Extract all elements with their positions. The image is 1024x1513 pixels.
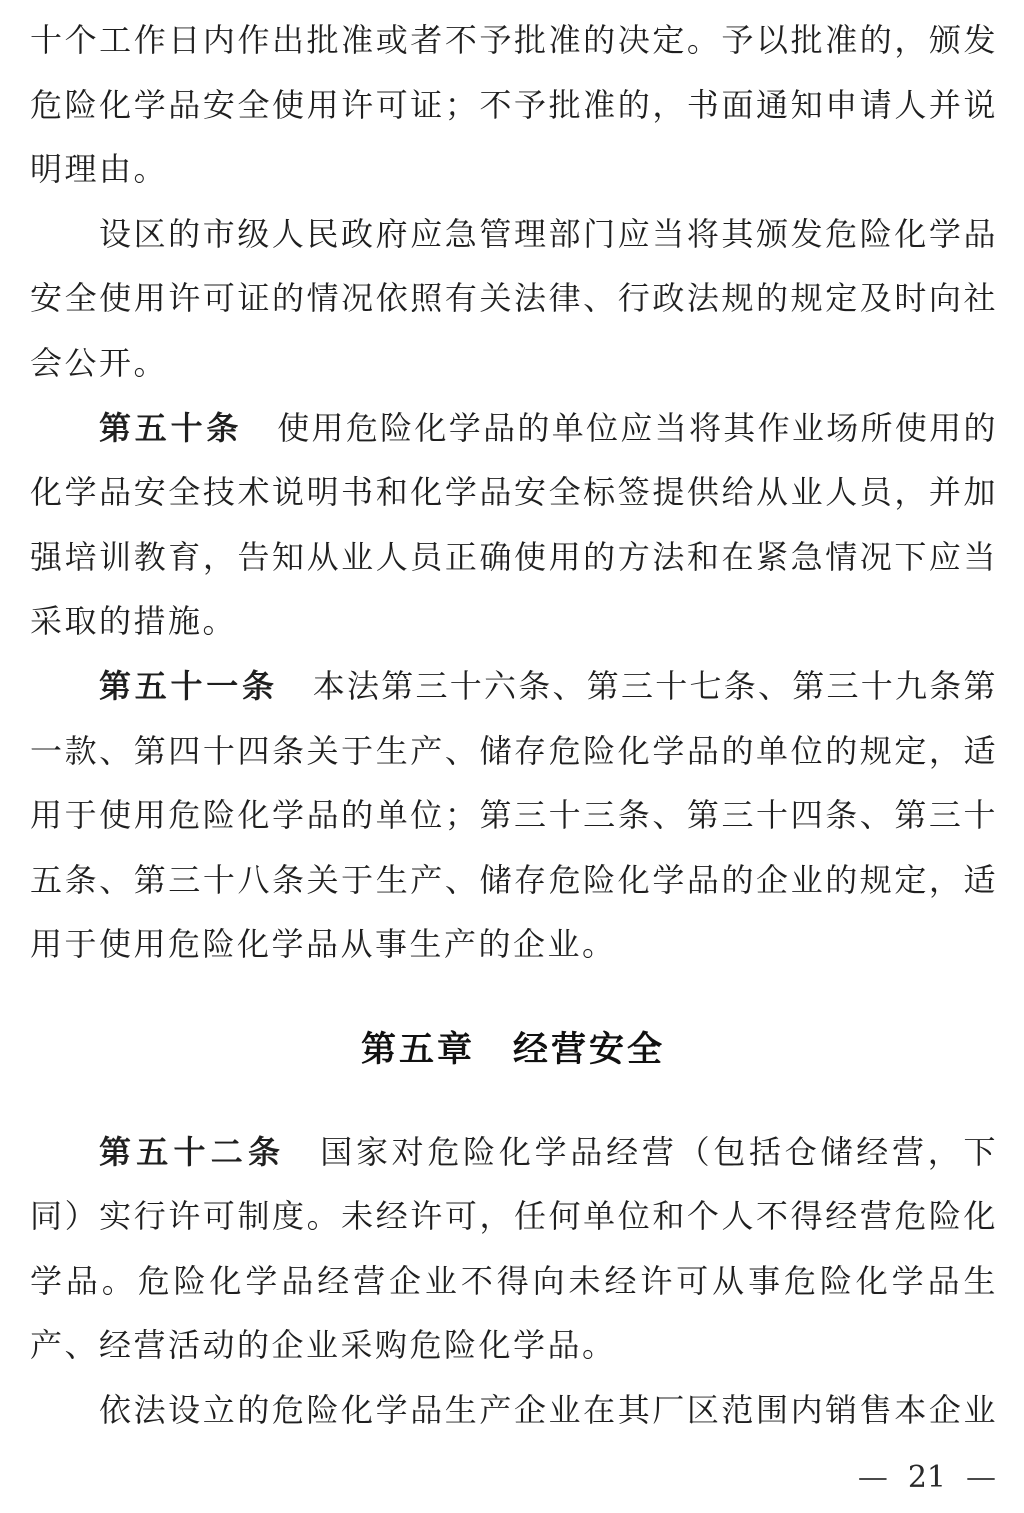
text-line: 危险化学品安全使用许可证；不予批准的，书面通知申请人并说 (30, 85, 996, 124)
text-line: 五条、第三十八条关于生产、储存危险化学品的企业的规定，适 (30, 860, 996, 899)
article-51-number: 第五十一条 (99, 666, 278, 705)
article-51 (30, 654, 1024, 977)
text-line: 一款、第四十四条关于生产、储存危险化学品的单位的规定，适 (30, 731, 996, 770)
text-line: 化学品安全技术说明书和化学品安全标签提供给从业人员，并加 (30, 473, 996, 512)
text-line: 十个工作日内作出批准或者不予批准的决定。予以批准的，颁发 (30, 21, 996, 59)
article-50-number: 第五十条 (99, 408, 243, 447)
text-line (30, 396, 996, 461)
text-line (30, 1120, 996, 1185)
text-line: 依法设立的危险化学品生产企业在其厂区范围内销售本企业 (99, 1390, 996, 1429)
text-line: 强培训教育，告知从业人员正确使用的方法和在紧急情况下应当 (30, 537, 996, 576)
text-line: 用于使用危险化学品的单位；第三十三条、第三十四条、第三十 (30, 796, 996, 835)
paragraph-public-disclosure (30, 202, 1024, 396)
article-50-first-line-text: 使用危险化学品的单位应当将其作业场所使用的 (277, 408, 996, 447)
article-50 (30, 396, 1024, 654)
chapter-heading: 第五章 经营安全 (360, 1029, 665, 1070)
paragraph-continuation (30, 8, 1024, 202)
text-line: 产、经营活动的企业采购危险化学品。 (30, 1326, 617, 1365)
text-line: 安全使用许可证的情况依照有关法律、行政法规的规定及时向社 (30, 279, 996, 318)
text-line: 同）实行许可制度。未经许可，任何单位和个人不得经营危险化 (30, 1197, 996, 1236)
text-line: 设区的市级人民政府应急管理部门应当将其颁发危险化学品 (99, 214, 996, 253)
article-51-first-line-text: 本法第三十六条、第三十七条、第三十九条第 (312, 666, 996, 705)
footer-dash-right: — (966, 1460, 996, 1496)
text-line (30, 654, 996, 719)
text-line: 采取的措施。 (30, 602, 238, 641)
page-footer (30, 1462, 996, 1494)
text-line: 明理由。 (30, 150, 169, 189)
text-line: 用于使用危险化学品从事生产的企业。 (30, 925, 617, 964)
article-52-number: 第五十二条 (99, 1132, 286, 1171)
page-number: 21 (907, 1460, 946, 1496)
text-line: 会公开。 (30, 343, 169, 382)
text-line: 学品。危险化学品经营企业不得向未经许可从事危险化学品生 (30, 1261, 996, 1300)
article-52 (30, 1120, 1024, 1378)
article-52-first-line-text: 国家对危险化学品经营（包括仓储经营，下 (320, 1132, 996, 1171)
paragraph-factory-sales (30, 1378, 1024, 1443)
footer-dash-left: — (857, 1460, 888, 1496)
